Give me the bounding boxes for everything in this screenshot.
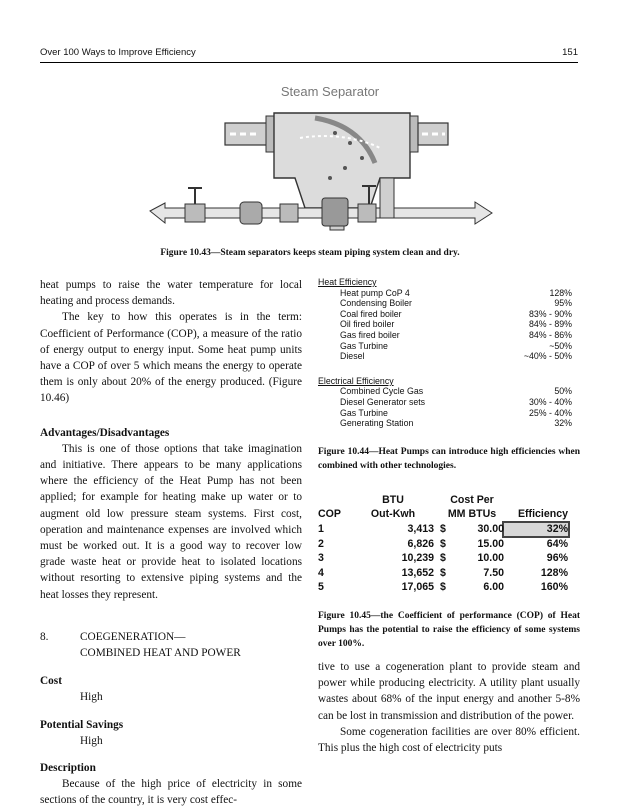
elec-row <box>318 386 580 397</box>
running-head-title: Over 100 Ways to Improve Efficiency <box>40 47 196 58</box>
cop-table-row-cell: 3 <box>318 552 324 565</box>
cop-table-row-cell: 5 <box>318 581 324 594</box>
cop-table-row <box>318 566 580 581</box>
figure-caption-10-43: Figure 10.43—Steam separators keeps steam piping system clean and dry. <box>160 248 460 258</box>
heading-advantages: Advantages/Disadvantages <box>40 426 170 439</box>
cop-table-row-cell: 96% <box>546 552 568 565</box>
cop-table-row-cell: 160% <box>540 581 568 594</box>
section-number: 8. <box>40 630 49 643</box>
cop-header-cell: BTU <box>382 493 404 506</box>
elec-row-name: Generating Station <box>340 418 414 429</box>
cop-table-row-cell: $ <box>440 566 446 579</box>
body-paragraph: tive to use a cogeneration plant to provide steam and power while producing electricity. A utility plant usually wastes about 68% of the input energy and another 5-8% can be lost in transmission and distribution of the power. <box>318 661 580 722</box>
running-head <box>40 47 578 61</box>
elec-row-value: 25% - 40% <box>528 407 572 418</box>
label-cost: Cost <box>40 675 62 688</box>
cop-header-top <box>318 493 580 508</box>
cop-table-row <box>318 580 580 595</box>
steam-separator-diagram <box>130 78 510 248</box>
cop-table-row-cell: 7.50 <box>483 566 504 579</box>
heat-row-value: 84% - 86% <box>528 329 572 340</box>
cop-table-row-cell: $ <box>440 522 446 535</box>
heat-row-value: 128% <box>549 287 572 298</box>
heat-row <box>318 341 580 352</box>
steam-separator-figure <box>130 78 510 248</box>
cop-table-row-cell: 6.00 <box>483 581 504 594</box>
cop-table-row-cell: 6,826 <box>407 537 434 550</box>
heat-row <box>318 288 580 299</box>
elec-row-name: Diesel Generator sets <box>340 396 426 407</box>
heat-row-name: Heat pump CoP 4 <box>340 287 410 298</box>
elec-row-value: 30% - 40% <box>528 396 572 407</box>
left-column <box>40 277 302 809</box>
cop-table-row-cell: $ <box>440 537 446 550</box>
body-paragraph: Some cogeneration facilities are over 80% efficient. This plus the high cost of electricity puts <box>318 725 580 755</box>
right-column-bottom <box>318 659 580 756</box>
heat-row-name: Diesel <box>340 351 365 362</box>
cop-table-row-cell: 17,065 <box>401 581 434 594</box>
elec-row <box>318 397 580 408</box>
cop-header-cell: COP <box>318 508 341 521</box>
elec-row-value: 50% <box>554 386 572 397</box>
cop-table-row-cell: 1 <box>318 522 324 535</box>
cop-table-row-cell: 2 <box>318 537 324 550</box>
cop-header-cell: Cost Per <box>450 493 494 506</box>
figure-caption-10-44: Figure 10.44—Heat Pumps can introduce high efficiencies when combined with other technologies. <box>318 446 580 471</box>
right-column <box>318 277 580 651</box>
gate-valve <box>358 204 376 222</box>
body-paragraph: heat pumps to raise the water temperature for local heating and process demands. <box>40 279 302 308</box>
value-potential-savings: High <box>80 734 103 747</box>
elec-row-name: Combined Cycle Gas <box>340 386 424 397</box>
section-heading <box>40 629 302 645</box>
check-valve <box>240 202 262 224</box>
label-description: Description <box>40 762 96 775</box>
body-paragraph: This is one of those options that take imagination and initiative. There appears to be many applications where the efficiency of the Heat Pump has not been applied; for example for heating make up water or to augment old low pressure steam systems. First cost, operation and maintenance expenses are involved which must be worked out. It is a good way to recover low grade waste heat or provide heat to isolated locations without resorting to extensive piping systems and the heat losses they represent. <box>40 442 302 601</box>
electrical-efficiency-title: Electrical Efficiency <box>318 375 394 386</box>
cop-table-row-cell: 10.00 <box>477 552 504 565</box>
diagram-title: Steam Separator <box>280 84 380 99</box>
cop-table-row-cell: 15.00 <box>477 537 504 550</box>
vertical-pipe <box>380 178 394 218</box>
inlet-flange <box>266 116 274 152</box>
heat-row <box>318 319 580 330</box>
heat-row <box>318 298 580 309</box>
efficiency-table <box>318 277 580 429</box>
heat-row <box>318 309 580 320</box>
cop-table-row-cell: 3,413 <box>407 522 434 535</box>
cop-header-cell: Efficiency <box>517 508 568 521</box>
cop-table-row-cell: 64% <box>546 537 568 550</box>
cop-table-row-cell: 4 <box>318 566 324 579</box>
heat-row-value: 95% <box>554 298 572 309</box>
header-rule <box>40 62 578 63</box>
heat-row-name: Coal fired boiler <box>340 308 402 319</box>
heat-row-name: Condensing Boiler <box>340 298 412 309</box>
outlet-flange <box>410 116 418 152</box>
heat-row-value: ~40% - 50% <box>523 351 572 362</box>
cop-table-row <box>318 522 580 537</box>
section-title-line-2: COMBINED HEAT AND POWER <box>80 647 241 660</box>
value-cost: High <box>80 691 103 704</box>
heat-row-value: ~50% <box>549 340 572 351</box>
heat-row-value: 83% - 90% <box>528 308 572 319</box>
heat-row <box>318 330 580 341</box>
cop-table-row-cell: $ <box>440 581 446 594</box>
cop-table-row-cell: 128% <box>540 566 568 579</box>
cop-table-row-cell: 32% <box>546 522 568 535</box>
cop-table-row <box>318 551 580 566</box>
label-potential-savings: Potential Savings <box>40 718 124 731</box>
cop-table <box>318 493 580 595</box>
cop-header-cell: MM BTUs <box>447 508 497 521</box>
heat-row-value: 84% - 89% <box>528 319 572 330</box>
body-paragraph: Because of the high price of electricity in some sections of the country, it is very cost effec- <box>40 778 302 807</box>
figure-caption-10-45: Figure 10.45—the Coefficient of performance (COP) of Heat Pumps has the potential to raise the efficiency of some systems over 100%. <box>318 610 580 649</box>
heat-efficiency-title: Heat Efficiency <box>318 277 377 287</box>
section-title-line-1: COEGENERATION— <box>80 630 186 643</box>
elec-row <box>318 408 580 419</box>
cop-table-row-cell: $ <box>440 552 446 565</box>
cop-header-bottom <box>318 507 580 522</box>
union-fitting <box>185 204 205 222</box>
cop-table-row-cell: 30.00 <box>477 522 504 535</box>
steam-trap <box>322 198 348 226</box>
page-number: 151 <box>562 47 578 58</box>
cop-table-row-cell: 13,652 <box>401 566 434 579</box>
fitting <box>280 204 298 222</box>
body-paragraph: The key to how this operates is in the term: Coefficient of Performance (COP), a measure of the ratio of energy output to energy input. Some heat pump units have a COP of over 5 which means the energy to operate them is only about 20% of the energy produced. (Figure 10.46) <box>40 311 302 405</box>
cop-header-cell: Out-Kwh <box>370 508 416 521</box>
elec-row-name: Gas Turbine <box>340 407 388 418</box>
heat-row-name: Oil fired boiler <box>340 319 395 330</box>
cop-table-row-cell: 10,239 <box>401 552 434 565</box>
elec-row-value: 32% <box>554 418 572 429</box>
cop-table-row <box>318 537 580 552</box>
elec-row <box>318 418 580 429</box>
heat-row-name: Gas fired boiler <box>340 329 400 340</box>
heat-row-name: Gas Turbine <box>340 340 388 351</box>
heat-row <box>318 351 580 362</box>
